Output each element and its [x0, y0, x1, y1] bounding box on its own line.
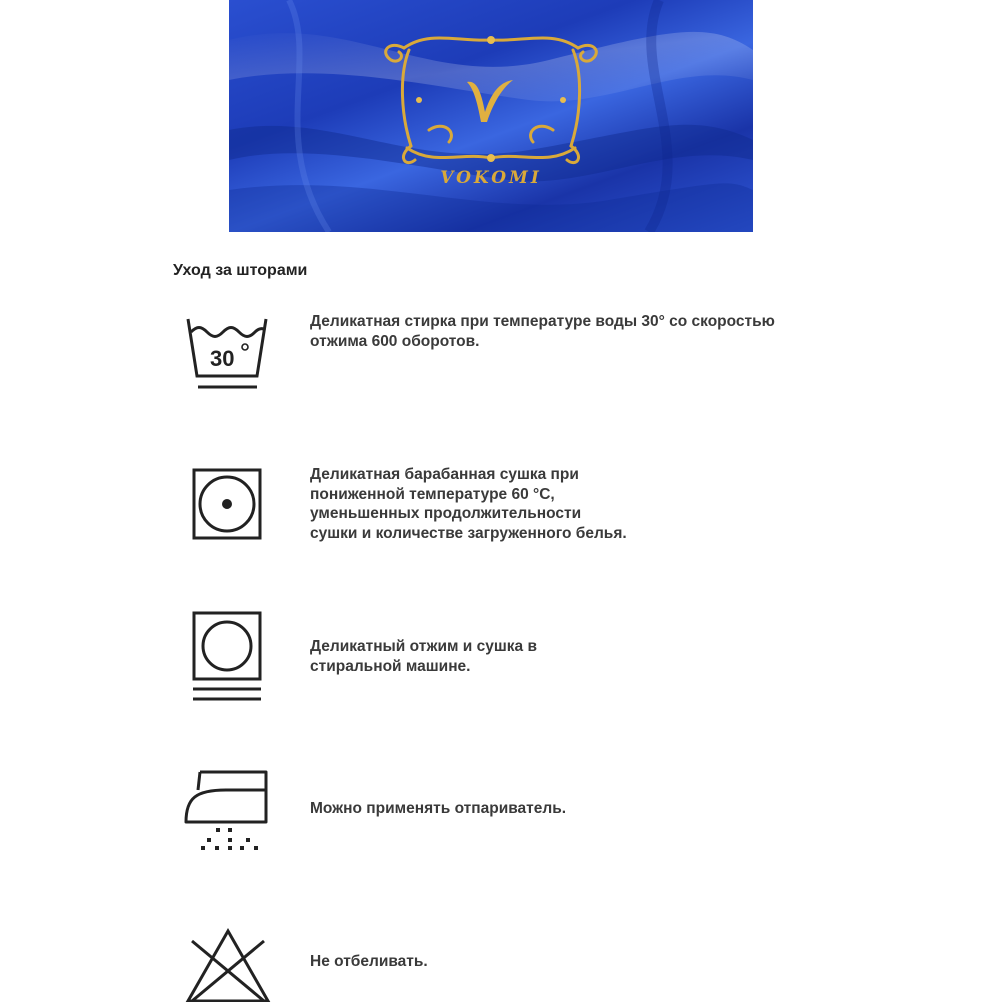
care-text-tumble-dry	[310, 465, 627, 543]
care-text-line: пониженной температуре 60 °С,	[310, 485, 555, 503]
steam-iron-icon	[182, 768, 272, 858]
care-text-line: Деликатная стирка при температуре воды 30° со скоростью	[310, 313, 775, 330]
wash-30-icon	[183, 314, 273, 394]
do-not-bleach-icon	[178, 927, 278, 1002]
brand-name: VOKOMI	[440, 168, 542, 188]
care-text-line: Деликатная барабанная сушка при	[310, 466, 579, 483]
monogram-letter	[467, 80, 513, 122]
care-text-wash	[310, 312, 775, 351]
care-text-no-bleach	[310, 952, 428, 972]
brand-banner	[229, 0, 753, 232]
care-text-line: отжима 600 оборотов.	[310, 332, 480, 350]
care-text-line: сушки и количестве загруженного белья.	[310, 524, 627, 542]
tumble-dry-low-icon	[191, 467, 263, 543]
care-text-line: Не отбеливать.	[310, 953, 428, 970]
section-title: Уход за шторами	[173, 262, 308, 279]
svg-text:30: 30	[210, 346, 235, 371]
care-text-line: Деликатный отжим и сушка в	[310, 638, 537, 655]
tumble-dry-gentle-icon	[191, 610, 263, 704]
care-text-gentle-dry	[310, 637, 537, 676]
care-text-steam	[310, 799, 566, 819]
care-text-line: Можно применять отпариватель.	[310, 800, 567, 817]
care-text-line: уменьшенных продолжительности	[310, 505, 582, 522]
gold-ornament-frame	[229, 0, 753, 232]
care-text-line: стиральной машине.	[310, 657, 471, 675]
